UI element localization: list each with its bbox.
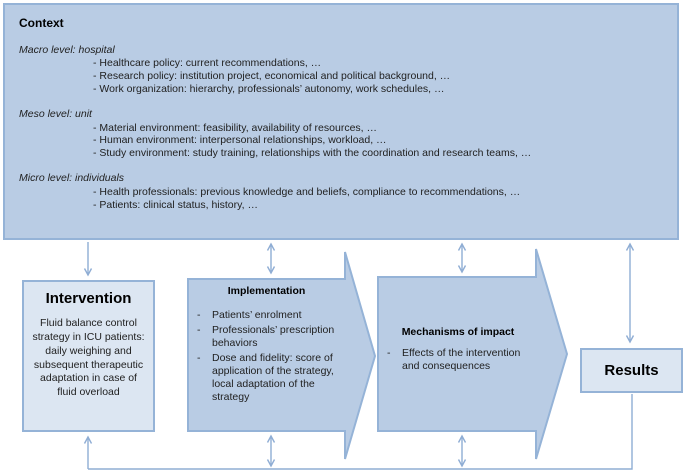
context-item: - Study environment: study training, relationships with the coordination and research teams, … bbox=[93, 147, 532, 160]
implementation-list bbox=[188, 309, 345, 404]
intervention-title: Intervention bbox=[45, 290, 132, 307]
list-dash: - bbox=[197, 352, 201, 365]
context-item: - Health professionals: previous knowledge and beliefs, compliance to recommendations, … bbox=[93, 185, 521, 198]
mechanisms-content bbox=[380, 326, 536, 375]
context-item: - Human environment: interpersonal relationships, workload, … bbox=[93, 134, 387, 147]
intervention-body: Fluid balance control strategy in ICU patients: daily weighing and subsequent therapeutic adaptation in case of fluid overload bbox=[32, 317, 145, 399]
list-item-text: Professionals’ prescription behaviors bbox=[212, 324, 335, 350]
results-box bbox=[580, 348, 683, 393]
list-item-text: Patients’ enrolment bbox=[212, 309, 302, 321]
context-level-macro bbox=[19, 44, 663, 96]
list-item bbox=[188, 352, 345, 404]
list-item bbox=[380, 347, 536, 373]
list-dash: - bbox=[387, 347, 391, 359]
list-item-text: Effects of the intervention and consequences bbox=[402, 347, 521, 373]
list-item bbox=[188, 309, 345, 322]
context-item: - Work organization: hierarchy, professionals’ autonomy, work schedules, … bbox=[93, 83, 445, 96]
context-level-meso bbox=[19, 108, 663, 160]
list-item bbox=[188, 324, 345, 350]
context-item: - Research policy: institution project, economical and political background, … bbox=[93, 70, 451, 83]
context-level-micro bbox=[19, 172, 663, 211]
context-item: - Patients: clinical status, history, … bbox=[93, 198, 258, 211]
mechanisms-title: Mechanisms of impact bbox=[401, 326, 515, 338]
implementation-title: Implementation bbox=[227, 285, 306, 297]
mechanisms-list bbox=[380, 347, 536, 373]
meso-level-heading: Meso level: unit bbox=[19, 107, 92, 120]
context-item: - Material environment: feasibility, availability of resources, … bbox=[93, 121, 377, 134]
context-title: Context bbox=[19, 16, 64, 30]
list-dash: - bbox=[197, 309, 201, 321]
micro-level-heading: Micro level: individuals bbox=[19, 172, 125, 184]
implementation-content bbox=[188, 285, 345, 406]
results-title: Results bbox=[604, 362, 659, 379]
intervention-box bbox=[22, 280, 155, 432]
context-box bbox=[3, 3, 679, 240]
list-dash: - bbox=[197, 324, 201, 337]
context-item: - Healthcare policy: current recommendations, … bbox=[93, 57, 322, 70]
list-item-text: Dose and fidelity: score of application of the strategy, local adaptation of the strategy bbox=[212, 352, 334, 404]
macro-level-heading: Macro level: hospital bbox=[19, 43, 115, 56]
